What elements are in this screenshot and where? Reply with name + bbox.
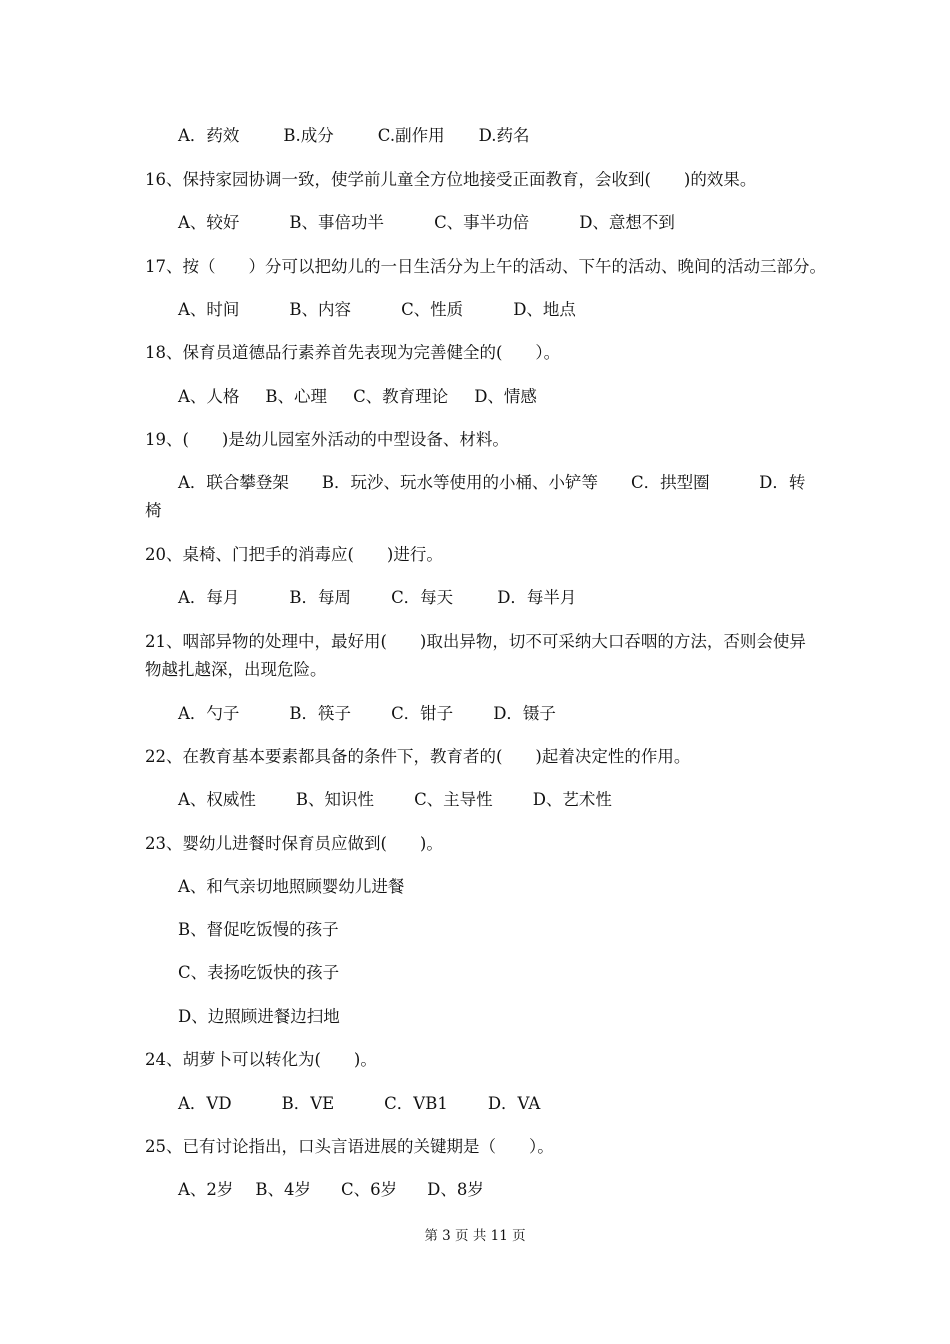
option-a: A．药效 <box>178 126 240 145</box>
option-c: C、性质 <box>401 300 464 319</box>
question-text: 胡萝卜可以转化为( )。 <box>182 1050 377 1069</box>
option-c: C.副作用 <box>377 126 445 145</box>
option-d: D、地点 <box>513 300 576 319</box>
options-22 <box>178 786 812 814</box>
options-17 <box>178 296 812 324</box>
question-23 <box>145 830 812 858</box>
question-21 <box>145 628 812 684</box>
option-d: D．镊子 <box>493 704 556 723</box>
option-b: B、事倍功半 <box>289 213 385 232</box>
option-b: B．筷子 <box>289 704 352 723</box>
option-a: A、2岁 <box>178 1180 234 1199</box>
options-21 <box>178 700 812 728</box>
option-b: B、内容 <box>289 300 352 319</box>
option-b: B、督促吃饭慢的孩子 <box>178 920 339 939</box>
option-b: B．每周 <box>289 588 352 607</box>
option-d: D、意想不到 <box>579 213 675 232</box>
question-22 <box>145 743 812 771</box>
option-c: C、事半功倍 <box>434 213 530 232</box>
option-c: C．VB1 <box>384 1094 448 1113</box>
question-19 <box>145 426 812 454</box>
option-b: B、心理 <box>265 387 328 406</box>
option-b: B、知识性 <box>295 790 375 809</box>
question-number: 21、 <box>145 632 183 651</box>
question-number: 19、 <box>145 430 183 449</box>
question-text: 咽部异物的处理中，最好用( )取出异物，切不可采纳大口吞咽的方法，否则会使异物越扎越深，出现危险。 <box>145 632 806 679</box>
question-24 <box>145 1046 812 1074</box>
option-c: C．钳子 <box>391 704 454 723</box>
options-18 <box>178 383 812 411</box>
question-20 <box>145 541 812 569</box>
options-16 <box>178 209 812 237</box>
option-c: C．每天 <box>391 588 454 607</box>
question-25 <box>145 1133 812 1161</box>
option-b: B、4岁 <box>255 1180 312 1199</box>
options-24 <box>178 1090 812 1118</box>
option-a: A、和气亲切地照顾婴幼儿进餐 <box>178 877 405 896</box>
page-footer: 第 3 页 共 11 页 <box>424 1228 526 1244</box>
option-a: A、人格 <box>178 387 240 406</box>
option-c: C、主导性 <box>414 790 493 809</box>
option-b: B．VE <box>281 1094 335 1113</box>
option-d: D.药名 <box>478 126 530 145</box>
question-text: 按（ ）分可以把幼儿的一日生活分为上午的活动、下午的活动、晚间的活动三部分。 <box>182 257 826 276</box>
option-d: D、8岁 <box>427 1180 484 1199</box>
option-c: C、教育理论 <box>353 387 449 406</box>
question-text: 婴幼儿进餐时保育员应做到( )。 <box>182 834 443 853</box>
question-16 <box>145 166 812 194</box>
option-d: D、边照顾进餐边扫地 <box>178 1007 340 1026</box>
options-19 <box>145 469 812 525</box>
question-number: 20、 <box>145 545 183 564</box>
question-number: 17、 <box>145 257 183 276</box>
option-d: D．VA <box>487 1094 541 1113</box>
question-text: 保育员道德品行素养首先表现为完善健全的( ）。 <box>182 343 561 362</box>
option-a: A．VD <box>178 1094 232 1113</box>
options-25 <box>178 1176 812 1204</box>
question-number: 18、 <box>145 343 183 362</box>
option-d: D．每半月 <box>497 588 577 607</box>
option-a: A．每月 <box>178 588 240 607</box>
question-18 <box>145 339 812 367</box>
question-text: 保持家园协调一致，使学前儿童全方位地接受正面教育，会收到( )的效果。 <box>182 170 757 189</box>
question-17 <box>145 253 826 281</box>
question-number: 22、 <box>145 747 183 766</box>
options-15 <box>178 122 812 150</box>
question-text: ( )是幼儿园室外活动的中型设备、材料。 <box>182 430 509 449</box>
question-number: 25、 <box>145 1137 183 1156</box>
options-20 <box>178 584 812 612</box>
question-number: 24、 <box>145 1050 183 1069</box>
options-text: A．联合攀登架 B．玩沙、玩水等使用的小桶、小铲等 C．拱型圈 D．转椅 <box>145 473 806 520</box>
question-text: 已有讨论指出，口头言语进展的关键期是（ ）。 <box>182 1137 554 1156</box>
question-text: 在教育基本要素都具备的条件下，教育者的( )起着决定性的作用。 <box>182 747 691 766</box>
option-c: C、表扬吃饭快的孩子 <box>178 963 340 982</box>
question-number: 16、 <box>145 170 183 189</box>
option-d: D、情感 <box>474 387 537 406</box>
question-number: 23、 <box>145 834 183 853</box>
option-a: A、权威性 <box>178 790 256 809</box>
option-a: A、时间 <box>178 300 240 319</box>
option-c: C、6岁 <box>341 1180 398 1199</box>
question-text: 桌椅、门把手的消毒应( )进行。 <box>182 545 443 564</box>
option-a: A．勺子 <box>178 704 240 723</box>
option-b: B.成分 <box>283 126 334 145</box>
option-d: D、艺术性 <box>532 790 612 809</box>
option-a: A、较好 <box>178 213 240 232</box>
